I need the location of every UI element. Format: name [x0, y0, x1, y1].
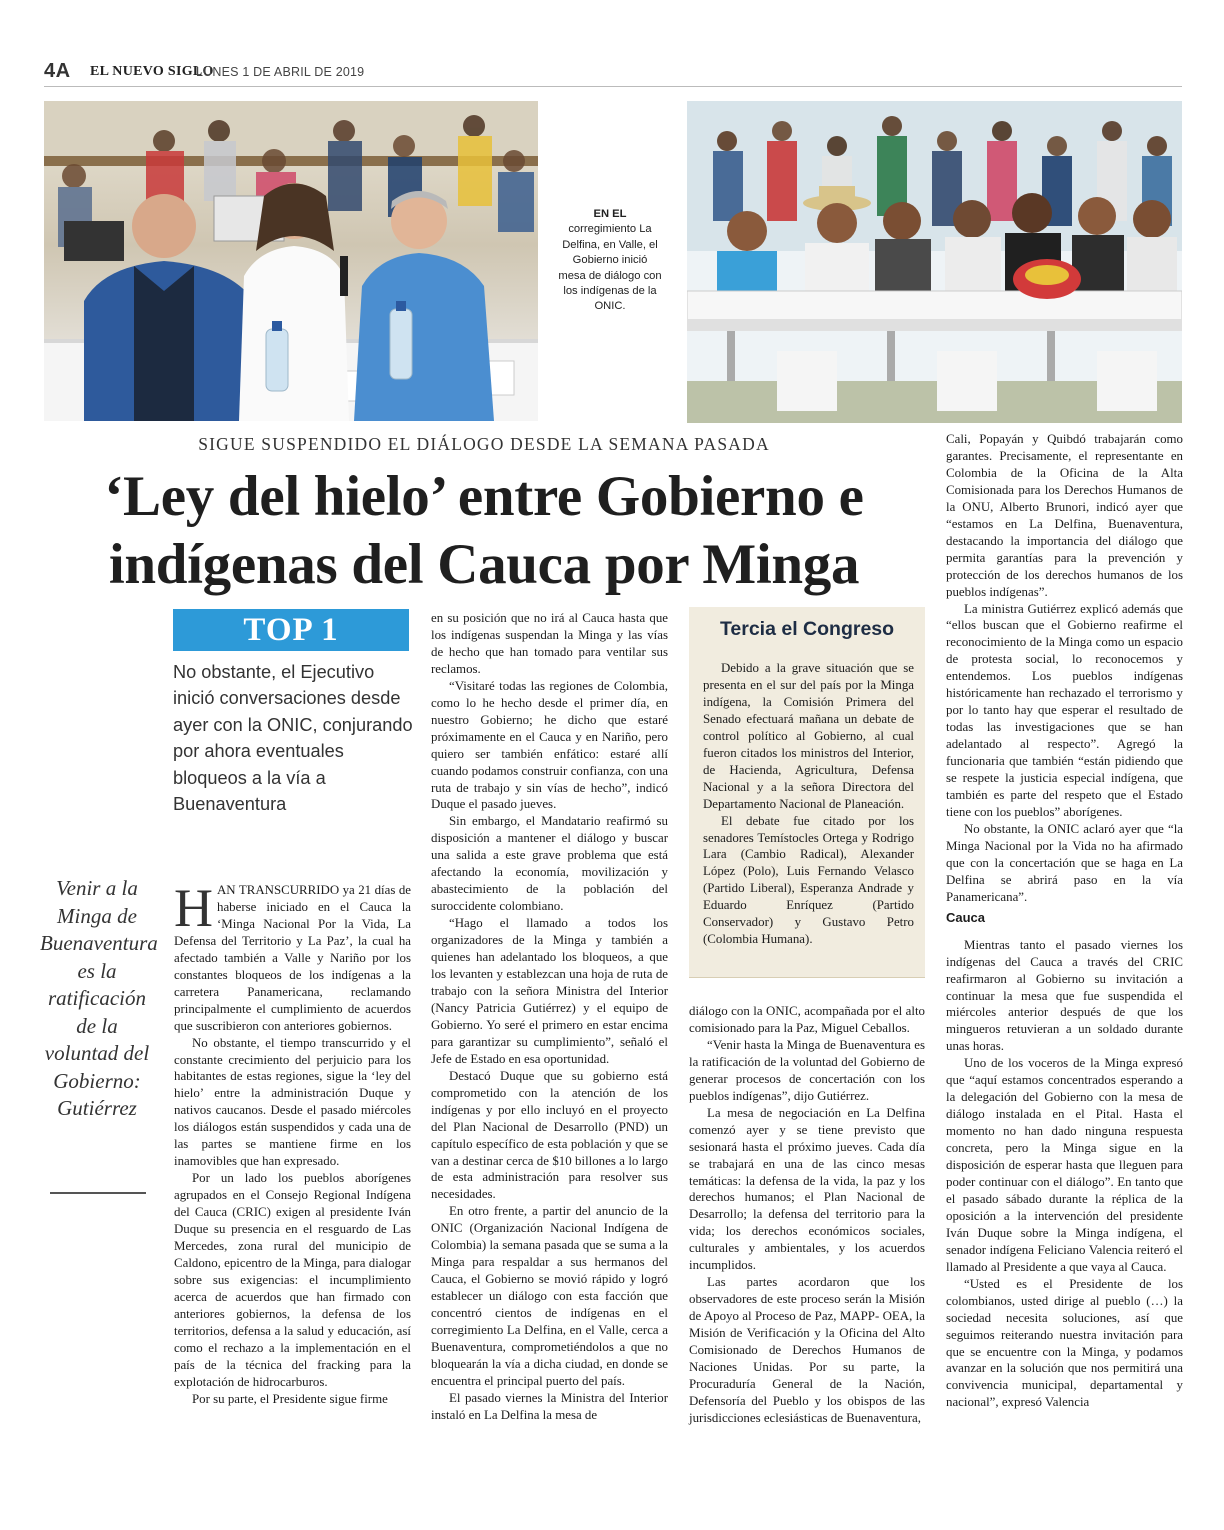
paragraph: Debido a la grave situación que se presenta en el sur del país por la Minga indígena, la Comisión Primera del Senado efectuará mañana un debate de control político al Gobierno, al cual fueron citados los ministros del Interior, de Hacienda, Agricultura, Defensa Nacional y a la señora Directora del Departamento Nacional de Planeación.	[703, 661, 914, 811]
paragraph: El debate fue citado por los senadores Temístocles Ortega y Rodrigo Lara (Cambio Radical), Alexander López (Polo), Luis Fernando Velasco (Partido Liberal), Esperanza Andrade y Eduardo Enríquez (Partido Conservador) y Gustavo Petro (Colombia Humana).	[703, 813, 914, 947]
pull-quote-rule	[50, 1192, 146, 1194]
headline-line-2: indígenas del Cauca por Minga	[108, 533, 860, 596]
sidebar-title: Tercia el Congreso	[719, 618, 895, 640]
article-column-4	[946, 431, 1183, 1411]
paragraph: No obstante, el tiempo transcurrido y el constante crecimiento del perjuicio para los habitantes de estas regiones, sigue la ‘ley del hielo’ entre la administración Duque y nativos caucanos. Desde el pasado miércoles los diálogos están suspendidos y cada una de las partes se mantiene firme en los inamovibles que han expresado.	[174, 1035, 411, 1169]
paragraph: en su posición que no irá al Cauca hasta que los indígenas suspendan la Minga y las vías de hecho que han tomado para ventilar sus reclamos.	[431, 611, 668, 676]
page-number: 4A	[44, 60, 71, 82]
paragraph: “Hago el llamado a todos los organizadores de la Minga y también a quienes han adelantado los bloqueos, a que los levanten y establezcan una hoja de ruta de trabajo con la señora Ministra del Interior (Nancy Patricia Gutiérrez) y el equipo de Gobierno. Yo seré el primero en estar encima para garantizar su cumplimiento”, señaló el Jefe de Estado en esa oportunidad.	[431, 916, 668, 1066]
subheading-cauca: Cauca	[946, 909, 986, 925]
photo-caption	[558, 207, 662, 315]
photo-indigenous-leaders	[687, 101, 1182, 423]
paragraph: La ministra Gutiérrez explicó además que “ellos buscan que el Gobierno reafirme el reconocimiento de la Minga como un espacio de protesta social, lo reconocemos y entendemos. Los pueblos indígenas históricamente han rechazado el terrorismo y por lo tanto hay que esperar el resultado de todas las investigaciones que se han adelantado al respecto”. Agregó la funcionaria que también “están pidiendo que se respete la justicia especial indígena, que también es parte del respeto que el Estado tiene con los pueblos” aborígenes.	[946, 601, 1183, 819]
paragraph: Por su parte, el Presidente sigue firme	[192, 1391, 388, 1406]
top-badge: TOP 1	[173, 609, 409, 651]
paragraph: Sin embargo, el Mandatario reafirmó su disposición a mantener el diálogo y buscar una salida a este grave problema que está afectando la economía, movilización y abastecimiento de la población del suroccidente colombiano.	[431, 814, 668, 914]
sidebar-text	[703, 660, 914, 948]
paragraph: diálogo con la ONIC, acompañada por el alto comisionado para la Paz, Miguel Ceballos.	[689, 1004, 925, 1035]
paragraph-text: AN TRANSCURRIDO ya 21 días de haberse iniciado en el Cauca la ‘Minga Nacional Por la Vida, La Defensa del Territorio y La Paz’, la cual ha afectado también a Valle y Nariño por los constantes bloqueos de los indígenas a la carretera Panamericana, reclamando principalmente el cumplimiento de acuerdos que suscribieron con anteriores gobiernos.	[174, 883, 411, 1033]
paragraph: El pasado viernes la Ministra del Interior instaló en La Delfina la mesa de	[431, 1390, 668, 1422]
paragraph: Las partes acordaron que los observadores de este proceso serán la Misión de Apoyo al Proceso de Paz, MAPP- OEA, la Misión de Verificación y la Oficina del Alto Comisionado de Derechos Humanos de Naciones Unidas. Por su parte, la Procuraduría General de la Nación, Defensoría del Pueblo y los obispos de las jurisdicciones eclesiásticas de Buenaventura,	[689, 1275, 925, 1425]
newspaper-name: EL NUEVO SIGLO	[90, 64, 214, 79]
paragraph: En otro frente, a partir del anuncio de la ONIC (Organización Nacional Indígena de Colombia) la semana pasada que se suma a la Minga para respaldar a sus hermanos del Cauca, el Gobierno se movió rápido y logró establecer un diálogo con esta facción que concentró cientos de indígenas en el corregimiento La Delfina, en el Valle, cerca a Buenaventura, comprometiéndolos a que no bloquearán la vía a dicha ciudad, en donde se encuentra el principal puerto del país.	[431, 1204, 668, 1388]
headline	[44, 463, 924, 599]
paragraph: Mientras tanto el pasado viernes los indígenas del Cauca a través del CRIC reafirmaron al Gobierno su invitación a continuar la mesa que fue suspendida el miércoles anterior después de que los mingueros retuvieran a un soldado durante unas horas.	[946, 937, 1183, 1054]
article-summary: No obstante, el Ejecutivo inició conversaciones desde ayer con la ONIC, conjurando por ahora eventuales bloqueos a la vía a Buenaventura	[173, 662, 413, 815]
article-column-2	[431, 610, 668, 1424]
paragraph: No obstante, la ONIC aclaró ayer que “la Minga Nacional por la Vida no ha afirmado que con la concertación que se haga en La Delfina se abrirá paso en la vía Panamericana”.	[946, 821, 1183, 904]
paragraph: “Usted es el Presidente de los colombianos, usted dirige al pueblo (…) la sociedad necesita soluciones, así que seguimos reiterando nuestra invitación para que se encuentre con la Minga, y podamos avanzar en la solución que nos permitirá una convivencia municipal, departamental y nacional”, expresó Valencia	[946, 1276, 1183, 1410]
pull-quote: Venir a la Minga de Buenaventura es la ratificación de la voluntad del Gobierno: Gutiérrez	[40, 876, 158, 1120]
paragraph: Destacó Duque que su gobierno está comprometido con la atención de los indígenas y por ello incluyó en el proyecto del Plan Nacional de Desarrollo (PND) un capítulo específico de esta población y que se van a destinar cerca de $10 billones a lo largo de esta administración para resolver sus necesidades.	[431, 1068, 668, 1202]
paragraph: La mesa de negociación en La Delfina comenzó ayer y se tiene previsto que sesionará hasta el próximo jueves. Cada día se trabajará en una de las cinco mesas temáticas: la defensa de la vida, la paz y los derechos humanos; el Plan Nacional de Desarrollo; la defensa del territorio para la vida; los derechos económicos sociales, culturales y ambientales, y los acuerdos incumplidos.	[689, 1105, 925, 1273]
photo-officials-table	[44, 101, 538, 421]
paragraph: Uno de los voceros de la Minga expresó que “aquí estamos concentrados esperando a la delegación del Gobierno con la mesa de diálogo instalada en el Pital. Hasta el momento no han dado ninguna respuesta concreta, pero la Minga sigue en la disposición de esperar hasta que lleguen para poder continuar con el diálogo”. En tanto que el pasado sábado durante la réplica de la oposición a la intervención del presidente Iván Duque sobre la Minga indígena, el senador indígena Feliciano Valencia reiteró el llamado al Presidente a que vaya al Cauca.	[946, 1056, 1183, 1274]
header-rule	[44, 86, 1182, 87]
caption-lead: EN EL	[593, 208, 627, 220]
paragraph	[174, 878, 411, 1035]
headline-kicker: SIGUE SUSPENDIDO EL DIÁLOGO DESDE LA SEMANA PASADA	[198, 434, 770, 454]
article-column-1	[174, 878, 411, 1408]
paragraph: Por un lado los pueblos aborígenes agrupados en el Consejo Regional Indígena del Cauca (CRIC) exigen al presidente Iván Duque su presencia en el resguardo de Las Mercedes, zona rural del municipio de Caldono, epicentro de la Minga, para dialogar sobre sus exigencias: el incumplimiento acerca de acuerdos que han firmado con anteriores gobiernos, la defensa de los territorios, defensa a la salud y educación, así como el rechazo a la implementación en el país de la técnica del fracking para la explotación de hidrocarburos.	[174, 1171, 411, 1389]
issue-date: LUNES 1 DE ABRIL DE 2019	[196, 65, 365, 79]
headline-line-1: ‘Ley del hielo’ entre Gobierno e	[104, 465, 864, 528]
paragraph: “Venir hasta la Minga de Buenaventura es la ratificación de la voluntad del Gobierno de generar procesos de concertación con los pueblos indígenas”, dijo Gutiérrez.	[689, 1037, 925, 1103]
paragraph: “Visitaré todas las regiones de Colombia, como lo he hecho desde el primer día, en nuestro Gobierno; he dicho que estaré próximamente en el Cauca y en Nariño, pero quiero ser también enfático: estaré allí cuando podamos construir confianza, con una ruta de trabajo y sin vías de hecho”, indicó Duque el pasado jueves.	[431, 678, 668, 812]
paragraph: Cali, Popayán y Quibdó trabajarán como garantes. Precisamente, el representante en Colombia de la Oficina de la Alta Comisionada para los Derechos Humanos de la ONU, Alberto Brunori, indicó ayer que “estamos en La Delfina, Buenaventura, destacando la importancia del diálogo que permita garantías para la prevención y protección de los derechos humanos de los pueblos indígenas”.	[946, 432, 1183, 599]
article-column-3	[689, 1003, 925, 1427]
drop-cap: H	[174, 878, 213, 938]
caption-text: corregimiento La Delfina, en Valle, el Gobierno inició mesa de diálogo con los indígenas de la ONIC.	[558, 223, 662, 313]
